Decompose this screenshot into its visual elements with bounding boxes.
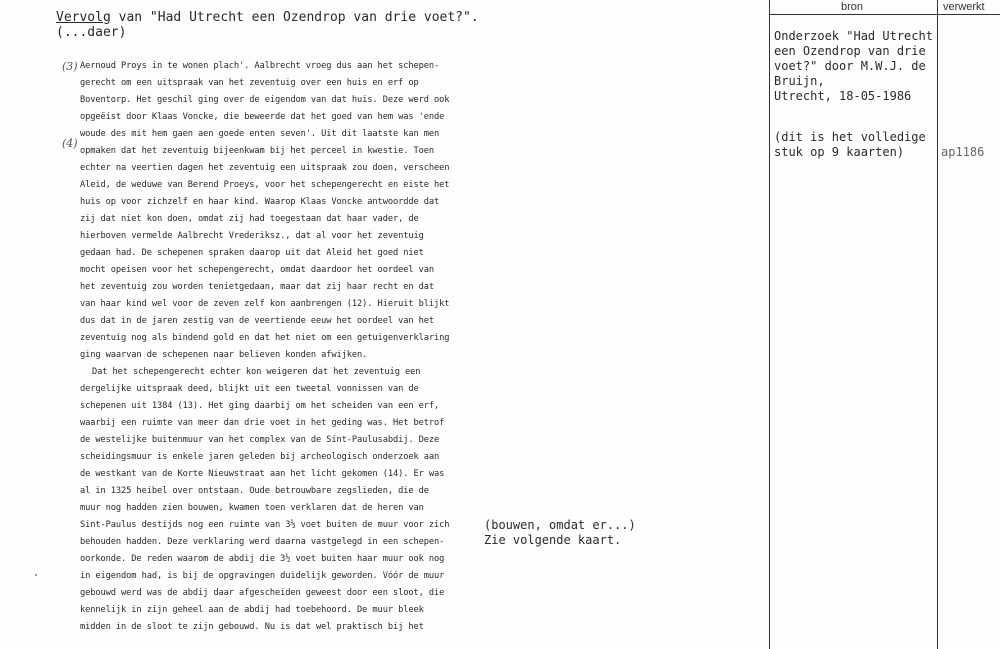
note-line: (dit is het volledige — [774, 130, 926, 144]
header-bron: bron — [841, 1, 864, 13]
body-line: echter na veertien dagen het zeventuig een uitspraak zou doen, verscheen — [80, 163, 450, 173]
paragraph-marker-3: (3) — [62, 60, 78, 73]
title-continuation: (...daer) — [56, 25, 127, 40]
completeness-note — [774, 130, 926, 160]
body-line: zij dat niet kon doen, omdat zij had toegestaan dat haar vader, de — [80, 214, 419, 224]
body-line: woude des mit hem gaen aen goede enten seven'. Uit dit laatste kan men — [80, 129, 440, 139]
body-line: Dat het schepengerecht echter kon weigeren dat het zeventuig een — [92, 367, 421, 377]
body-line: opgeëist door Klaas Voncke, die beweerde dat het goed van hem was 'ende — [80, 112, 445, 122]
body-text — [80, 58, 460, 636]
body-line: huis op voor zichzelf en haar kind. Waarop Klaas Voncke antwoordde dat — [80, 197, 440, 207]
body-line: Sint-Paulus destijds nog een ruimte van 3½ voet buiten de muur voor zich — [80, 520, 450, 530]
body-line: de westelijke buitenmuur van het complex van de Sint-Paulusabdij. Deze — [80, 435, 440, 445]
verwerkt-code: ap1186 — [941, 145, 985, 159]
side-note — [484, 518, 636, 548]
body-line: Boventorp. Het geschil ging over de eigendom van dat huis. Deze werd ook — [80, 95, 450, 105]
source-reference — [774, 29, 936, 104]
body-line: kennelijk in zijn geheel aan de abdij had toebehoord. De muur bleek — [80, 605, 424, 615]
body-line: behouden hadden. Deze verklaring werd daarna vastgelegd in een schepen- — [80, 537, 445, 547]
body-line: scheidingsmuur is enkele jaren geleden bij archeologisch onderzoek aan — [80, 452, 440, 462]
body-line: van haar kind wel voor de zeven zelf kon aanbrengen (12). Hieruit blijkt — [80, 299, 450, 309]
body-line: in eigendom had, is bij de opgravingen duidelijk geworden. Vóór de muur — [80, 571, 445, 581]
source-line: voet?" door M.W.J. de — [774, 59, 926, 73]
body-line: dergelijke uitspraak deed, blijkt uit een tweetal vonnissen van de — [80, 384, 419, 394]
body-line: het zeventuig zou worden tenietgedaan, maar dat zij haar recht en dat — [80, 282, 434, 292]
title-main: van "Had Utrecht een Ozendrop van drie voet?". — [110, 10, 479, 25]
body-line: muur nog hadden zien bouwen, kwamen toen verklaren dat de heren van — [80, 503, 424, 513]
body-line: mocht opeisen voor het schepengerecht, omdat daardoor het oordeel van — [80, 265, 434, 275]
body-line: schepenen uit 1384 (13). Het ging daarbij om het scheiden van een erf, — [80, 401, 440, 411]
column-divider-left — [769, 0, 770, 649]
body-line: de westkant van de Korte Nieuwstraat aan het licht gekomen (14). Er was — [80, 469, 445, 479]
source-line: Onderzoek "Had Utrecht — [774, 29, 933, 43]
body-line: ging waarvan de schepenen naar believen konden afwijken. — [80, 350, 368, 360]
note-line: stuk op 9 kaarten) — [774, 145, 905, 159]
body-line: zeventuig nog als bindend gold en dat het niet om een getuigenverklaring — [80, 333, 450, 343]
header-verwerkt: verwerkt — [943, 1, 985, 13]
document-title — [56, 10, 479, 40]
body-line: oorkonde. De reden waarom de abdij die 3½ voet buiten haar muur ook nog — [80, 554, 445, 564]
body-line: al in 1325 heibel over ontstaan. Oude betrouwbare zegslieden, die de — [80, 486, 429, 496]
body-line: midden in de sloot te zijn gebouwd. Nu is dat wel praktisch bij het — [80, 622, 424, 632]
body-line: dus dat in de jaren zestig van de veertiende eeuw het oordeel van het — [80, 316, 434, 326]
header-divider — [769, 14, 1000, 15]
stray-mark — [35, 574, 37, 576]
source-line: een Ozendrop van drie — [774, 44, 926, 58]
body-line: opmaken dat het zeventuig bijeenkwam bij het perceel in kwestie. Toen — [80, 146, 434, 156]
body-line: gebouwd werd was de abdij daar afgescheiden geweest door een sloot, die — [80, 588, 445, 598]
body-line: waarbij een ruimte van meer dan drie voet in het geding was. Het betrof — [80, 418, 445, 428]
body-line: gerecht om een uitspraak van het zeventuig over een huis en erf op — [80, 78, 419, 88]
source-line: Bruijn, — [774, 74, 825, 88]
side-note-line: Zie volgende kaart. — [484, 533, 622, 547]
body-line: Aleid, de weduwe van Berend Proeys, voor het schepengerecht en eiste het — [80, 180, 450, 190]
body-line: hierboven vermelde Aalbrecht Vrederiksz., dat al voor het zeventuig — [80, 231, 424, 241]
column-divider-right — [937, 0, 938, 649]
title-vervolg: Vervolg — [56, 10, 111, 25]
paragraph-marker-4: (4) — [62, 137, 78, 150]
side-note-line: (bouwen, omdat er...) — [484, 518, 636, 532]
source-line: Utrecht, 18-05-1986 — [774, 89, 912, 103]
body-line: Aernoud Proys in te wonen plach'. Aalbrecht vroeg dus aan het schepen- — [80, 61, 440, 71]
body-line: gedaan had. De schepenen spraken daarop uit dat Aleid het goed niet — [80, 248, 424, 258]
